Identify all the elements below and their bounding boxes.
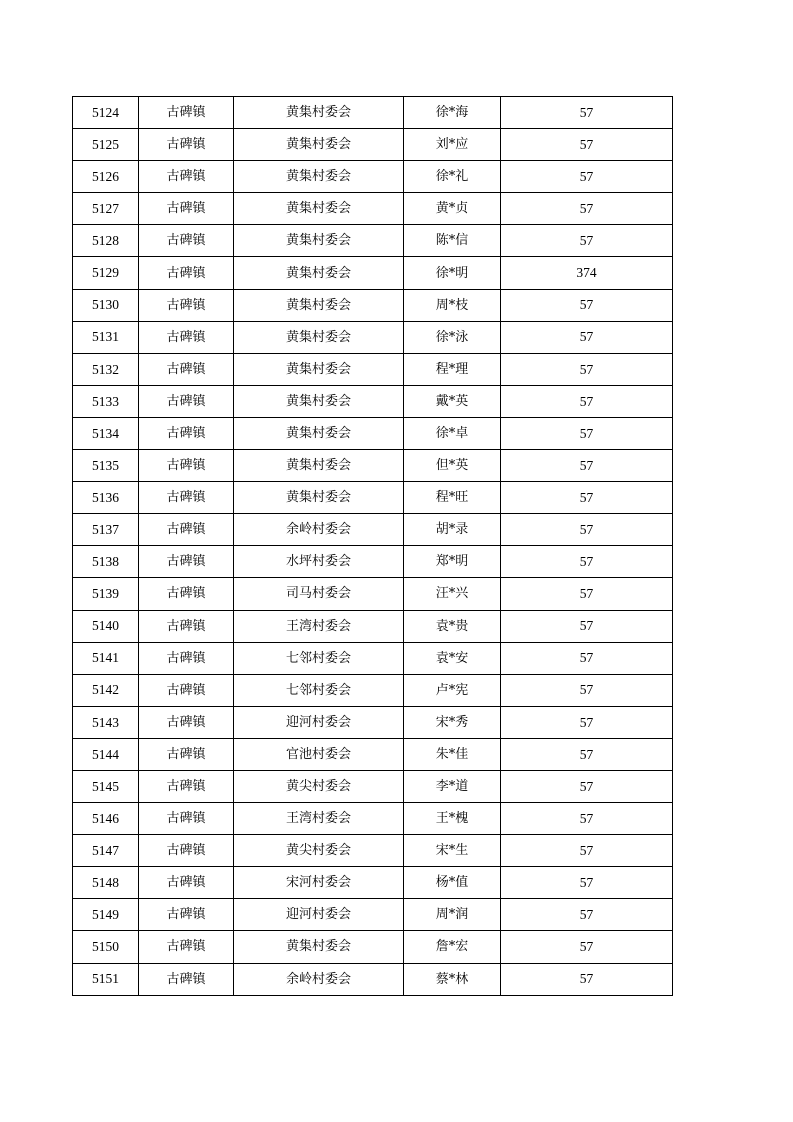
amount-cell: 57 [501, 803, 673, 835]
name-cell: 汪*兴 [404, 578, 501, 610]
village-committee-cell: 黄集村委会 [234, 931, 404, 963]
town-cell: 古碑镇 [139, 417, 234, 449]
town-cell: 古碑镇 [139, 963, 234, 995]
row-number-cell: 5138 [73, 546, 139, 578]
table-row [73, 193, 673, 225]
row-number-cell: 5144 [73, 738, 139, 770]
name-cell: 周*枝 [404, 289, 501, 321]
row-number-cell: 5128 [73, 225, 139, 257]
village-committee-cell: 黄尖村委会 [234, 770, 404, 802]
table-row [73, 706, 673, 738]
row-number-cell: 5127 [73, 193, 139, 225]
table-row [73, 417, 673, 449]
name-cell: 胡*录 [404, 514, 501, 546]
village-committee-cell: 王湾村委会 [234, 803, 404, 835]
name-cell: 戴*英 [404, 385, 501, 417]
row-number-cell: 5150 [73, 931, 139, 963]
table-row [73, 385, 673, 417]
amount-cell: 57 [501, 931, 673, 963]
name-cell: 杨*值 [404, 867, 501, 899]
name-cell: 袁*安 [404, 642, 501, 674]
amount-cell: 57 [501, 353, 673, 385]
table-row [73, 514, 673, 546]
amount-cell: 57 [501, 321, 673, 353]
row-number-cell: 5148 [73, 867, 139, 899]
row-number-cell: 5130 [73, 289, 139, 321]
row-number-cell: 5132 [73, 353, 139, 385]
village-committee-cell: 七邻村委会 [234, 642, 404, 674]
name-cell: 但*英 [404, 450, 501, 482]
name-cell: 朱*佳 [404, 738, 501, 770]
village-committee-cell: 官池村委会 [234, 738, 404, 770]
row-number-cell: 5134 [73, 417, 139, 449]
name-cell: 徐*泳 [404, 321, 501, 353]
town-cell: 古碑镇 [139, 353, 234, 385]
town-cell: 古碑镇 [139, 225, 234, 257]
village-committee-cell: 迎河村委会 [234, 706, 404, 738]
amount-cell: 57 [501, 161, 673, 193]
row-number-cell: 5146 [73, 803, 139, 835]
village-committee-cell: 黄集村委会 [234, 97, 404, 129]
amount-cell: 57 [501, 610, 673, 642]
amount-cell: 57 [501, 289, 673, 321]
village-committee-cell: 黄集村委会 [234, 417, 404, 449]
row-number-cell: 5126 [73, 161, 139, 193]
amount-cell: 57 [501, 225, 673, 257]
amount-cell: 57 [501, 417, 673, 449]
name-cell: 王*槐 [404, 803, 501, 835]
town-cell: 古碑镇 [139, 674, 234, 706]
village-committee-cell: 黄集村委会 [234, 161, 404, 193]
amount-cell: 57 [501, 193, 673, 225]
village-committee-cell: 黄集村委会 [234, 482, 404, 514]
row-number-cell: 5145 [73, 770, 139, 802]
amount-cell: 57 [501, 546, 673, 578]
table-row [73, 867, 673, 899]
town-cell: 古碑镇 [139, 610, 234, 642]
town-cell: 古碑镇 [139, 193, 234, 225]
town-cell: 古碑镇 [139, 514, 234, 546]
amount-cell: 57 [501, 578, 673, 610]
village-committee-cell: 黄集村委会 [234, 450, 404, 482]
row-number-cell: 5151 [73, 963, 139, 995]
village-committee-cell: 余岭村委会 [234, 963, 404, 995]
name-cell: 郑*明 [404, 546, 501, 578]
town-cell: 古碑镇 [139, 257, 234, 289]
town-cell: 古碑镇 [139, 450, 234, 482]
table-row [73, 289, 673, 321]
row-number-cell: 5125 [73, 129, 139, 161]
amount-cell: 57 [501, 514, 673, 546]
name-cell: 刘*应 [404, 129, 501, 161]
town-cell: 古碑镇 [139, 482, 234, 514]
row-number-cell: 5136 [73, 482, 139, 514]
village-committee-cell: 黄集村委会 [234, 353, 404, 385]
row-number-cell: 5143 [73, 706, 139, 738]
amount-cell: 374 [501, 257, 673, 289]
name-cell: 袁*贵 [404, 610, 501, 642]
town-cell: 古碑镇 [139, 803, 234, 835]
name-cell: 徐*礼 [404, 161, 501, 193]
town-cell: 古碑镇 [139, 931, 234, 963]
town-cell: 古碑镇 [139, 738, 234, 770]
table-row [73, 642, 673, 674]
name-cell: 徐*海 [404, 97, 501, 129]
row-number-cell: 5135 [73, 450, 139, 482]
town-cell: 古碑镇 [139, 385, 234, 417]
amount-cell: 57 [501, 129, 673, 161]
town-cell: 古碑镇 [139, 867, 234, 899]
village-committee-cell: 宋河村委会 [234, 867, 404, 899]
table-row [73, 257, 673, 289]
table-row [73, 770, 673, 802]
town-cell: 古碑镇 [139, 129, 234, 161]
village-committee-cell: 黄集村委会 [234, 321, 404, 353]
table-row [73, 674, 673, 706]
table-row [73, 321, 673, 353]
town-cell: 古碑镇 [139, 321, 234, 353]
village-committee-cell: 司马村委会 [234, 578, 404, 610]
row-number-cell: 5131 [73, 321, 139, 353]
amount-cell: 57 [501, 97, 673, 129]
row-number-cell: 5140 [73, 610, 139, 642]
table-row [73, 578, 673, 610]
village-committee-cell: 水坪村委会 [234, 546, 404, 578]
amount-cell: 57 [501, 706, 673, 738]
village-committee-cell: 黄集村委会 [234, 289, 404, 321]
row-number-cell: 5124 [73, 97, 139, 129]
table-row [73, 931, 673, 963]
name-cell: 詹*宏 [404, 931, 501, 963]
table-row [73, 546, 673, 578]
name-cell: 陈*信 [404, 225, 501, 257]
table-row [73, 899, 673, 931]
town-cell: 古碑镇 [139, 578, 234, 610]
table-row [73, 129, 673, 161]
village-committee-cell: 迎河村委会 [234, 899, 404, 931]
village-committee-cell: 黄集村委会 [234, 385, 404, 417]
amount-cell: 57 [501, 385, 673, 417]
amount-cell: 57 [501, 642, 673, 674]
town-cell: 古碑镇 [139, 97, 234, 129]
table-row [73, 450, 673, 482]
amount-cell: 57 [501, 899, 673, 931]
name-cell: 宋*秀 [404, 706, 501, 738]
table-row [73, 803, 673, 835]
name-cell: 卢*宪 [404, 674, 501, 706]
table-row [73, 963, 673, 995]
row-number-cell: 5141 [73, 642, 139, 674]
name-cell: 程*旺 [404, 482, 501, 514]
name-cell: 徐*卓 [404, 417, 501, 449]
town-cell: 古碑镇 [139, 642, 234, 674]
name-cell: 周*润 [404, 899, 501, 931]
row-number-cell: 5147 [73, 835, 139, 867]
amount-cell: 57 [501, 770, 673, 802]
table-row [73, 161, 673, 193]
table-row [73, 835, 673, 867]
name-cell: 程*理 [404, 353, 501, 385]
row-number-cell: 5129 [73, 257, 139, 289]
name-cell: 李*道 [404, 770, 501, 802]
village-committee-cell: 黄集村委会 [234, 225, 404, 257]
village-committee-cell: 余岭村委会 [234, 514, 404, 546]
name-cell: 宋*生 [404, 835, 501, 867]
town-cell: 古碑镇 [139, 161, 234, 193]
amount-cell: 57 [501, 867, 673, 899]
town-cell: 古碑镇 [139, 546, 234, 578]
row-number-cell: 5149 [73, 899, 139, 931]
village-committee-cell: 黄集村委会 [234, 193, 404, 225]
village-committee-cell: 黄尖村委会 [234, 835, 404, 867]
village-committee-cell: 王湾村委会 [234, 610, 404, 642]
table-row [73, 225, 673, 257]
name-cell: 黄*贞 [404, 193, 501, 225]
table-row [73, 353, 673, 385]
table-body [73, 97, 673, 996]
row-number-cell: 5139 [73, 578, 139, 610]
town-cell: 古碑镇 [139, 289, 234, 321]
data-table [72, 96, 673, 996]
row-number-cell: 5142 [73, 674, 139, 706]
table-row [73, 738, 673, 770]
table-row [73, 482, 673, 514]
village-committee-cell: 七邻村委会 [234, 674, 404, 706]
row-number-cell: 5137 [73, 514, 139, 546]
name-cell: 蔡*林 [404, 963, 501, 995]
town-cell: 古碑镇 [139, 706, 234, 738]
amount-cell: 57 [501, 450, 673, 482]
table-row [73, 610, 673, 642]
town-cell: 古碑镇 [139, 770, 234, 802]
name-cell: 徐*明 [404, 257, 501, 289]
amount-cell: 57 [501, 963, 673, 995]
table-row [73, 97, 673, 129]
town-cell: 古碑镇 [139, 835, 234, 867]
amount-cell: 57 [501, 482, 673, 514]
town-cell: 古碑镇 [139, 899, 234, 931]
amount-cell: 57 [501, 674, 673, 706]
village-committee-cell: 黄集村委会 [234, 257, 404, 289]
amount-cell: 57 [501, 835, 673, 867]
row-number-cell: 5133 [73, 385, 139, 417]
amount-cell: 57 [501, 738, 673, 770]
village-committee-cell: 黄集村委会 [234, 129, 404, 161]
